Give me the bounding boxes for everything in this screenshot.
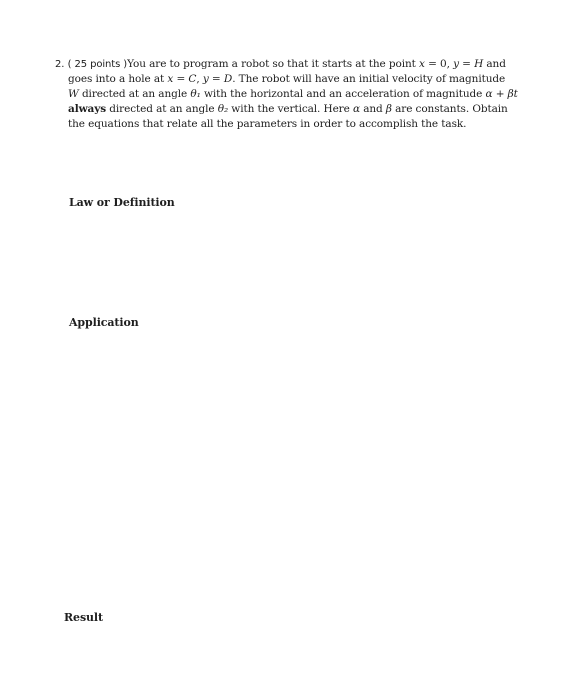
law-or-definition-heading: Law or Definition (69, 196, 175, 209)
application-answer-area (64, 336, 504, 601)
problem-points: ( 25 points ) (67, 59, 128, 70)
statement-text: the equations that relate all the parameters in order to accomplish the task. (68, 118, 467, 130)
math-symbol: β (385, 103, 392, 115)
result-heading: Result (64, 611, 103, 624)
math-symbol: x (419, 58, 425, 70)
math-symbol: βt (507, 88, 518, 100)
statement-text: and (359, 103, 386, 115)
statement-text: = (173, 73, 189, 85)
statement-text: = (208, 73, 224, 85)
statement-text: = 0, (424, 58, 454, 70)
math-symbol: H (474, 58, 484, 70)
math-symbol: y (202, 73, 209, 85)
statement-text: are constants. Obtain (391, 103, 508, 115)
statement-text: and (483, 58, 506, 70)
problem-line-3 (55, 87, 518, 102)
math-symbol: α (352, 103, 360, 115)
math-symbol: θ₁ (190, 88, 201, 100)
problem-line-1 (55, 57, 515, 72)
math-symbol: W (68, 88, 79, 100)
statement-text: with the horizontal and an acceleration of magnitude (200, 88, 486, 100)
math-symbol: C (188, 73, 197, 85)
math-symbol: α (485, 88, 493, 100)
problem-number: 2. (55, 59, 65, 70)
math-symbol: D (223, 73, 233, 85)
statement-text: with the vertical. Here (228, 103, 353, 115)
statement-text: You are to program a robot so that it starts at the point (127, 58, 419, 70)
result-answer-area (64, 631, 504, 691)
statement-text: . The robot will have an initial velocity of magnitude (232, 73, 506, 85)
statement-text: directed at an angle (106, 103, 218, 115)
math-symbol: x (167, 73, 174, 85)
statement-text: , (196, 73, 203, 85)
application-heading: Application (69, 316, 139, 329)
statement-text: = (458, 58, 475, 70)
problem-line-2 (55, 72, 515, 87)
statement-text: + (492, 88, 508, 100)
problem-line-5 (55, 117, 515, 132)
math-symbol: θ₂ (217, 103, 229, 115)
problem-statement (55, 57, 518, 132)
math-symbol: y (453, 58, 459, 70)
statement-text: goes into a hole at (68, 73, 168, 85)
emphasis-text: always (68, 103, 107, 115)
law-or-definition-answer-area (64, 216, 504, 306)
problem-line-4 (55, 102, 515, 117)
statement-text: directed at an angle (78, 88, 191, 100)
